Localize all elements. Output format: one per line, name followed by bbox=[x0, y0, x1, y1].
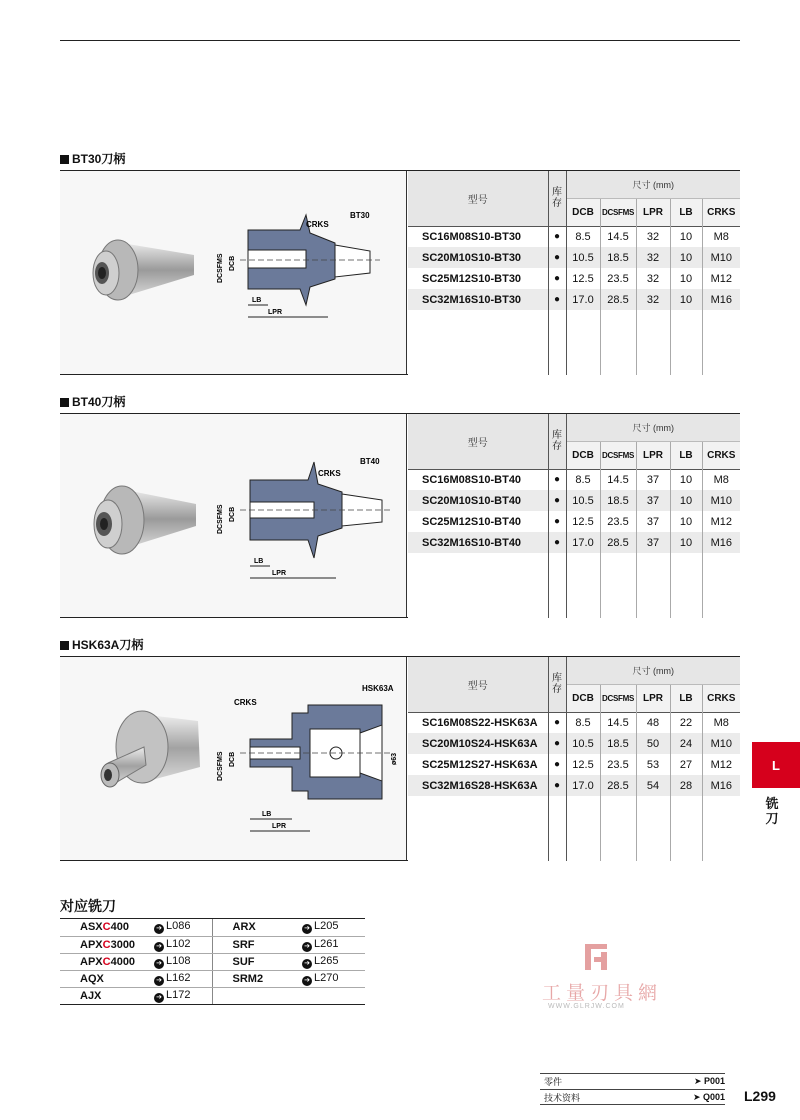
model-cell: SC32M16S10-BT40 bbox=[408, 532, 548, 553]
model-cell: SC16M08S10-BT40 bbox=[408, 469, 548, 490]
table-row bbox=[60, 970, 365, 987]
arrow-circle-icon: ➔ bbox=[302, 924, 312, 934]
lpr-cell: 37 bbox=[636, 532, 670, 553]
table-row bbox=[60, 936, 365, 953]
holder-photo bbox=[82, 464, 202, 584]
lb-label: LB bbox=[254, 558, 264, 565]
lpr-cell: 53 bbox=[636, 754, 670, 775]
dcb-cell: 10.5 bbox=[566, 247, 600, 268]
lb-cell: 10 bbox=[670, 490, 702, 511]
table-row bbox=[408, 469, 740, 490]
lpr-cell: 32 bbox=[636, 247, 670, 268]
lb-label: LB bbox=[262, 811, 272, 818]
header-col: DCSFMS bbox=[600, 684, 636, 712]
crks-cell: M16 bbox=[702, 532, 740, 553]
lpr-cell: 32 bbox=[636, 226, 670, 247]
dia-label: ø63 bbox=[391, 752, 398, 765]
shank-label: BT40 bbox=[360, 457, 380, 466]
cutter-name: AJX bbox=[80, 989, 102, 1002]
arrow-circle-icon: ➔ bbox=[154, 976, 164, 986]
footer-references bbox=[540, 1073, 725, 1105]
model-cell: SC25M12S10-BT30 bbox=[422, 272, 522, 285]
section-box bbox=[60, 656, 740, 861]
stock-cell: ● bbox=[548, 733, 566, 754]
dcsfms-label: DCSFMS bbox=[217, 751, 224, 781]
dcb-cell: 12.5 bbox=[566, 511, 600, 532]
header-col: DCSFMS bbox=[600, 198, 636, 226]
hsk63a-drawing bbox=[210, 681, 400, 841]
cutter-ref-link[interactable]: ➔ L086 bbox=[152, 919, 212, 936]
lb-cell: 22 bbox=[670, 712, 702, 733]
crks-cell: M10 bbox=[702, 733, 740, 754]
image-area bbox=[60, 657, 407, 860]
header-stock: 库存 bbox=[548, 414, 566, 469]
dcsfms-label: DCSFMS bbox=[217, 253, 224, 283]
dcsfms-cell: 23.5 bbox=[600, 511, 636, 532]
dcsfms-cell: 14.5 bbox=[600, 712, 636, 733]
cutter-ref-link[interactable]: ➔ L108 bbox=[152, 953, 212, 970]
table-row bbox=[408, 532, 740, 553]
stock-cell: ● bbox=[548, 511, 566, 532]
dcb-cell: 8.5 bbox=[566, 469, 600, 490]
model-cell: SC20M10S10-BT30 bbox=[408, 247, 548, 268]
table-row bbox=[408, 268, 740, 289]
dcsfms-cell: 18.5 bbox=[600, 247, 636, 268]
stock-cell: ● bbox=[548, 247, 566, 268]
dcsfms-cell: 18.5 bbox=[600, 490, 636, 511]
crks-label: CRKS bbox=[234, 698, 257, 707]
holder-photo bbox=[82, 213, 202, 333]
lpr-cell: 32 bbox=[636, 268, 670, 289]
crks-cell: M16 bbox=[702, 775, 740, 796]
spec-table-area bbox=[408, 171, 740, 374]
arrow-circle-icon: ➔ bbox=[302, 942, 312, 952]
crks-cell: M10 bbox=[702, 247, 740, 268]
table-row bbox=[60, 919, 365, 936]
shank-label: BT30 bbox=[350, 211, 370, 220]
lb-label: LB bbox=[252, 297, 262, 304]
cutter-ref-link[interactable]: ➔ L270 bbox=[300, 970, 365, 987]
cutter-name: APXC3000 bbox=[60, 936, 152, 953]
stock-cell: ● bbox=[548, 226, 566, 247]
header-model: 型号 bbox=[408, 414, 548, 469]
dcb-label: DCB bbox=[229, 255, 236, 271]
table-row bbox=[408, 733, 740, 754]
lb-cell: 10 bbox=[670, 469, 702, 490]
lb-cell: 28 bbox=[670, 775, 702, 796]
dcb-cell: 8.5 bbox=[566, 712, 600, 733]
footer-label: 技术资料 bbox=[544, 1092, 581, 1103]
lpr-cell: 48 bbox=[636, 712, 670, 733]
lb-cell: 27 bbox=[670, 754, 702, 775]
table-row bbox=[408, 226, 740, 247]
arrow-circle-icon: ➔ bbox=[302, 976, 312, 986]
crks-cell: M8 bbox=[702, 712, 740, 733]
cutter-name bbox=[212, 987, 300, 1004]
cutter-name: SRF bbox=[212, 936, 300, 953]
spec-table-area bbox=[408, 657, 740, 860]
bt30-drawing bbox=[210, 205, 400, 335]
dcsfms-cell: 28.5 bbox=[600, 775, 636, 796]
stock-cell: ● bbox=[548, 754, 566, 775]
stock-cell: ● bbox=[548, 289, 566, 310]
model-cell: SC20M10S10-BT40 bbox=[408, 490, 548, 511]
watermark-text: 工量刃具網 bbox=[542, 983, 663, 1004]
table-row bbox=[408, 754, 740, 775]
header-col: LB bbox=[670, 441, 702, 469]
model-cell: SC25M12S10-BT40 bbox=[422, 515, 522, 528]
spec-table bbox=[408, 171, 740, 375]
header-col: DCSFMS bbox=[600, 441, 636, 469]
dcb-cell: 12.5 bbox=[566, 268, 600, 289]
spec-table-area bbox=[408, 414, 740, 617]
header-col: DCB bbox=[566, 684, 600, 712]
table-row bbox=[408, 490, 740, 511]
model-cell: SC32M16S10-BT30 bbox=[408, 289, 548, 310]
header-model: 型号 bbox=[408, 657, 548, 712]
dcsfms-cell: 18.5 bbox=[600, 733, 636, 754]
dcb-label: DCB bbox=[229, 751, 236, 767]
section-box bbox=[60, 170, 740, 375]
stock-cell: ● bbox=[548, 712, 566, 733]
lpr-label: LPR bbox=[268, 309, 282, 316]
dcsfms-label: DCSFMS bbox=[217, 504, 224, 534]
footer-row[interactable] bbox=[540, 1089, 725, 1105]
lb-cell: 10 bbox=[670, 511, 702, 532]
dcb-cell: 17.0 bbox=[566, 532, 600, 553]
crks-cell: M16 bbox=[702, 289, 740, 310]
model-cell: SC32M16S28-HSK63A bbox=[408, 775, 548, 796]
dcsfms-cell: 14.5 bbox=[600, 226, 636, 247]
header-col: CRKS bbox=[702, 441, 740, 469]
section-title: HSK63A刀柄 bbox=[60, 638, 143, 652]
stock-cell: ● bbox=[548, 469, 566, 490]
dcsfms-cell: 23.5 bbox=[600, 754, 636, 775]
crks-cell: M12 bbox=[702, 268, 740, 289]
lb-cell: 24 bbox=[670, 733, 702, 754]
crks-cell: M8 bbox=[702, 226, 740, 247]
model-cell: SC16M08S22-HSK63A bbox=[408, 712, 548, 733]
lpr-cell: 37 bbox=[636, 490, 670, 511]
cutter-ref-link[interactable]: ➔ L265 bbox=[300, 953, 365, 970]
lpr-cell: 37 bbox=[636, 511, 670, 532]
model-cell: SC20M10S24-HSK63A bbox=[408, 733, 548, 754]
stock-cell: ● bbox=[548, 775, 566, 796]
crks-cell: M12 bbox=[702, 511, 740, 532]
top-rule bbox=[60, 40, 740, 41]
dcsfms-cell: 28.5 bbox=[600, 289, 636, 310]
header-col: LB bbox=[670, 684, 702, 712]
stock-cell: ● bbox=[548, 490, 566, 511]
header-col: CRKS bbox=[702, 684, 740, 712]
stock-cell: ● bbox=[548, 532, 566, 553]
section-box bbox=[60, 413, 740, 618]
header-col: DCB bbox=[566, 441, 600, 469]
dcsfms-cell: 28.5 bbox=[600, 532, 636, 553]
arrow-circle-icon: ➔ bbox=[302, 959, 312, 969]
cutter-name: SUF bbox=[212, 953, 300, 970]
dcb-cell: 17.0 bbox=[566, 775, 600, 796]
dcb-cell: 8.5 bbox=[566, 226, 600, 247]
cutter-ref-link[interactable]: ➔ L162 bbox=[152, 970, 212, 987]
header-stock: 库存 bbox=[548, 171, 566, 226]
lpr-cell: 32 bbox=[636, 289, 670, 310]
header-col: LPR bbox=[636, 198, 670, 226]
image-area bbox=[60, 414, 407, 617]
table-row bbox=[60, 987, 365, 1004]
lb-cell: 10 bbox=[670, 226, 702, 247]
bt40-drawing bbox=[210, 450, 400, 600]
dcb-cell: 10.5 bbox=[566, 490, 600, 511]
cutter-name: APXC4000 bbox=[60, 953, 152, 970]
crks-cell: M12 bbox=[702, 754, 740, 775]
cutter-name: ARX bbox=[212, 919, 300, 936]
lpr-cell: 54 bbox=[636, 775, 670, 796]
cutter-name: SRM2 bbox=[212, 970, 300, 987]
dcsfms-cell: 23.5 bbox=[600, 268, 636, 289]
stock-cell: ● bbox=[548, 268, 566, 289]
lb-cell: 10 bbox=[670, 247, 702, 268]
cutter-ref-link[interactable]: ➔ L102 bbox=[152, 936, 212, 953]
chapter-tab[interactable]: L bbox=[752, 742, 800, 788]
crks-label: CRKS bbox=[306, 220, 329, 229]
table-row bbox=[408, 289, 740, 310]
header-dims: 尺寸 (mm) bbox=[566, 657, 740, 684]
cutter-name: ASXC400 bbox=[60, 919, 152, 936]
lb-cell: 10 bbox=[670, 289, 702, 310]
shank-label: HSK63A bbox=[362, 684, 394, 693]
arrow-circle-icon: ➔ bbox=[154, 959, 164, 969]
image-area bbox=[60, 171, 407, 374]
cutter-ref-link[interactable]: ➔ L261 bbox=[300, 936, 365, 953]
holder-photo bbox=[88, 703, 218, 823]
cutter-ref-link[interactable]: ➔ L172 bbox=[152, 987, 212, 1004]
crks-cell: M10 bbox=[702, 490, 740, 511]
dcb-cell: 12.5 bbox=[566, 754, 600, 775]
footer-label: 零件 bbox=[544, 1077, 563, 1087]
section-bt30 bbox=[60, 152, 740, 376]
footer-ref: ➤ P001 bbox=[693, 1076, 725, 1086]
header-dims: 尺寸 (mm) bbox=[566, 414, 740, 441]
model-cell: SC16M08S10-BT30 bbox=[408, 226, 548, 247]
lb-cell: 10 bbox=[670, 268, 702, 289]
footer-ref: ➤ Q001 bbox=[692, 1091, 725, 1102]
model-cell: SC25M12S27-HSK63A bbox=[422, 758, 538, 771]
cutters-title: 对应铣刀 bbox=[60, 898, 116, 914]
header-col: CRKS bbox=[702, 198, 740, 226]
header-col: LPR bbox=[636, 684, 670, 712]
arrow-circle-icon: ➔ bbox=[154, 924, 164, 934]
lpr-cell: 50 bbox=[636, 733, 670, 754]
dcb-cell: 10.5 bbox=[566, 733, 600, 754]
cutters-table bbox=[60, 918, 365, 1005]
arrow-circle-icon: ➔ bbox=[154, 993, 164, 1003]
table-row bbox=[408, 712, 740, 733]
header-col: DCB bbox=[566, 198, 600, 226]
table-row bbox=[408, 775, 740, 796]
dcb-label: DCB bbox=[229, 506, 236, 522]
table-row bbox=[408, 511, 740, 532]
section-hsk63a bbox=[60, 638, 740, 863]
spec-table bbox=[408, 657, 740, 861]
lpr-label: LPR bbox=[272, 570, 286, 577]
page-number: L299 bbox=[744, 1088, 776, 1104]
crks-cell: M8 bbox=[702, 469, 740, 490]
arrow-circle-icon: ➔ bbox=[154, 942, 164, 952]
dcb-cell: 17.0 bbox=[566, 289, 600, 310]
section-title: BT30刀柄 bbox=[60, 152, 125, 166]
cutter-ref-link[interactable]: ➔ L205 bbox=[300, 919, 365, 936]
header-stock: 库存 bbox=[548, 657, 566, 712]
table-row bbox=[60, 953, 365, 970]
dcsfms-cell: 14.5 bbox=[600, 469, 636, 490]
lpr-label: LPR bbox=[272, 823, 286, 830]
header-col: LPR bbox=[636, 441, 670, 469]
cutter-ref-empty bbox=[300, 987, 365, 1004]
footer-row[interactable] bbox=[540, 1073, 725, 1089]
lpr-cell: 37 bbox=[636, 469, 670, 490]
crks-label: CRKS bbox=[318, 469, 341, 478]
header-dims: 尺寸 (mm) bbox=[566, 171, 740, 198]
cutter-name: AQX bbox=[60, 970, 152, 987]
watermark-url: WWW.GLRJW.COM bbox=[548, 1003, 625, 1010]
section-bt40 bbox=[60, 395, 740, 619]
lb-cell: 10 bbox=[670, 532, 702, 553]
spec-table bbox=[408, 414, 740, 618]
header-model: 型号 bbox=[408, 171, 548, 226]
table-row bbox=[408, 247, 740, 268]
section-title: BT40刀柄 bbox=[60, 395, 125, 409]
chapter-label: 铣 刀 bbox=[765, 796, 779, 826]
header-col: LB bbox=[670, 198, 702, 226]
